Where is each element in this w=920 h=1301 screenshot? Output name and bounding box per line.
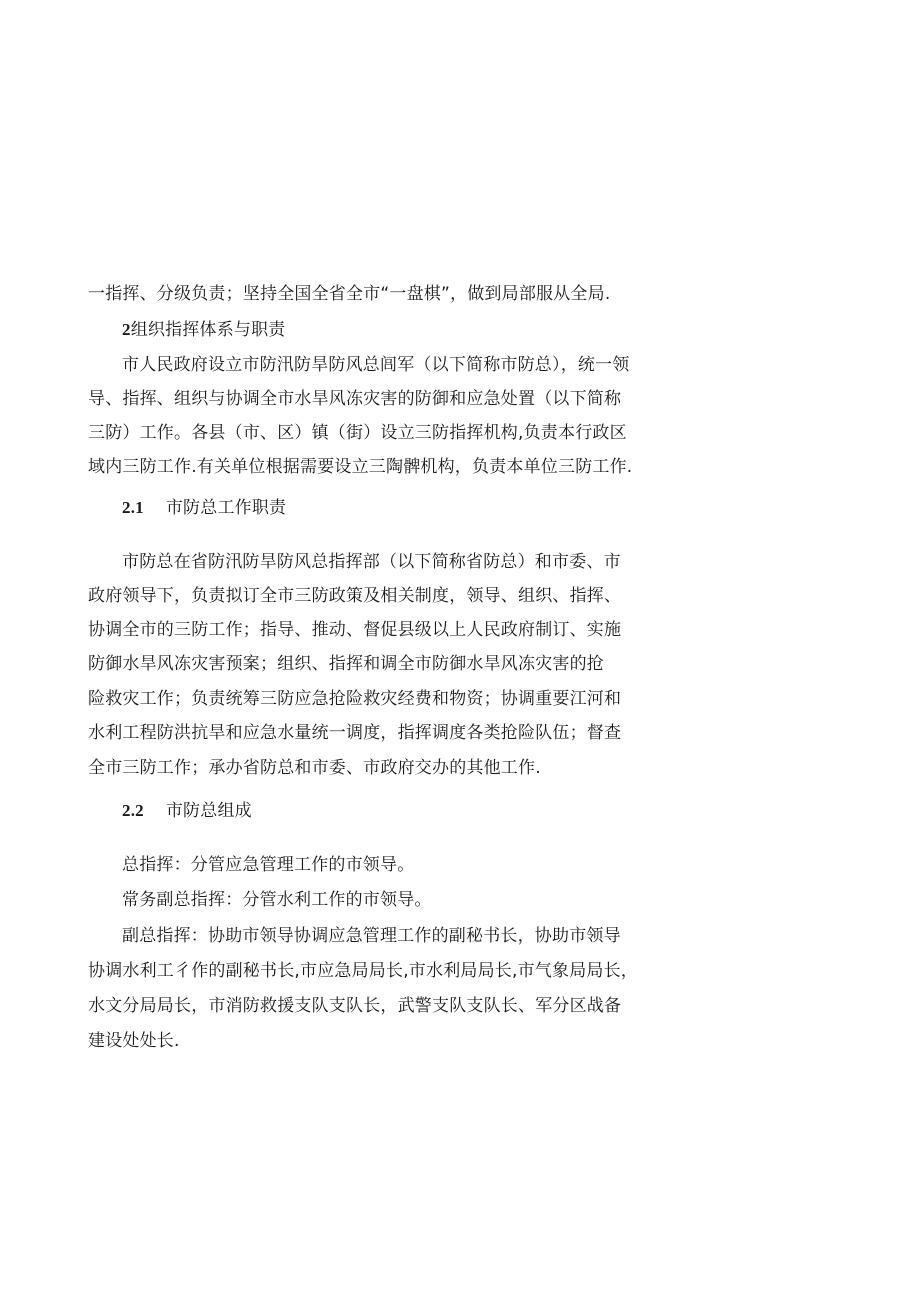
section-number: 2	[122, 320, 131, 339]
paragraph-line: 水利工程防洪抗旱和应急水量统一调度，指挥调度各类抢险队伍；督查	[88, 723, 622, 743]
paragraph-line: 协调全市的三防工作；指导、推动、督促县级以上人民政府制订、实施	[88, 620, 622, 640]
paragraph-line: 域内三防工作.有关单位根据需要设立三陶髀机构，负责本单位三防工作.	[88, 457, 633, 477]
paragraph-line: 市人民政府设立市防汛防旱防风总闾军（以下简称市防总），统一领	[122, 355, 630, 375]
paragraph-line: 三防）工作。各县（市、区）镇（街）设立三防指挥机构,负责本行政区	[88, 423, 627, 443]
paragraph-line: 总指挥：分管应急管理工作的市领导。	[122, 855, 415, 875]
paragraph-line: 全市三防工作；承办省防总和市委、市政府交办的其他工作.	[88, 758, 541, 778]
section-title: 市防总组成	[165, 801, 252, 821]
section-heading-2-2	[122, 799, 252, 823]
paragraph-line: 一指挥、分级负责；坚持全国全省全市“一盘棋”，做到局部服从全局.	[88, 284, 611, 304]
section-number: 2.2	[122, 801, 144, 820]
paragraph-line: 建设处处长.	[88, 1031, 180, 1051]
section-title: 市防总工作职责	[165, 498, 287, 518]
paragraph-line: 政府领导下，负责拟订全市三防政策及相关制度，领导、组织、指挥、	[88, 586, 622, 606]
paragraph-line: 防御水旱风冻灾害预案；组织、指挥和调全市防御水旱风冻灾害的抢	[88, 654, 604, 674]
section-number: 2.1	[122, 498, 144, 517]
paragraph-line: 常务副总指挥：分管水利工作的市领导。	[122, 890, 432, 910]
paragraph-line: 导、指挥、组织与协调全市水旱风冻灾害的防御和应急处置（以下简称	[88, 389, 622, 409]
section-heading-2	[122, 318, 286, 342]
paragraph-line: 协调水利工彳作的副秘书长,市应急局局长,市水利局局长,市气象局局长，	[88, 961, 639, 981]
paragraph-line: 险救灾工作；负责统筹三防应急抢险救灾经费和物资；协调重要江河和	[88, 689, 622, 709]
section-heading-2-1	[122, 496, 286, 520]
section-title: 组织指挥体系与职责	[130, 320, 286, 340]
paragraph-line: 水文分局局长，市消防救援支队支队长，武警支队支队长、军分区战备	[88, 996, 622, 1016]
paragraph-line: 市防总在省防汛防旱防风总指挥部（以下简称省防总）和市委、市	[122, 552, 621, 572]
paragraph-line: 副总指挥：协助市领导协调应急管理工作的副秘书长，协助市领导	[122, 926, 621, 946]
